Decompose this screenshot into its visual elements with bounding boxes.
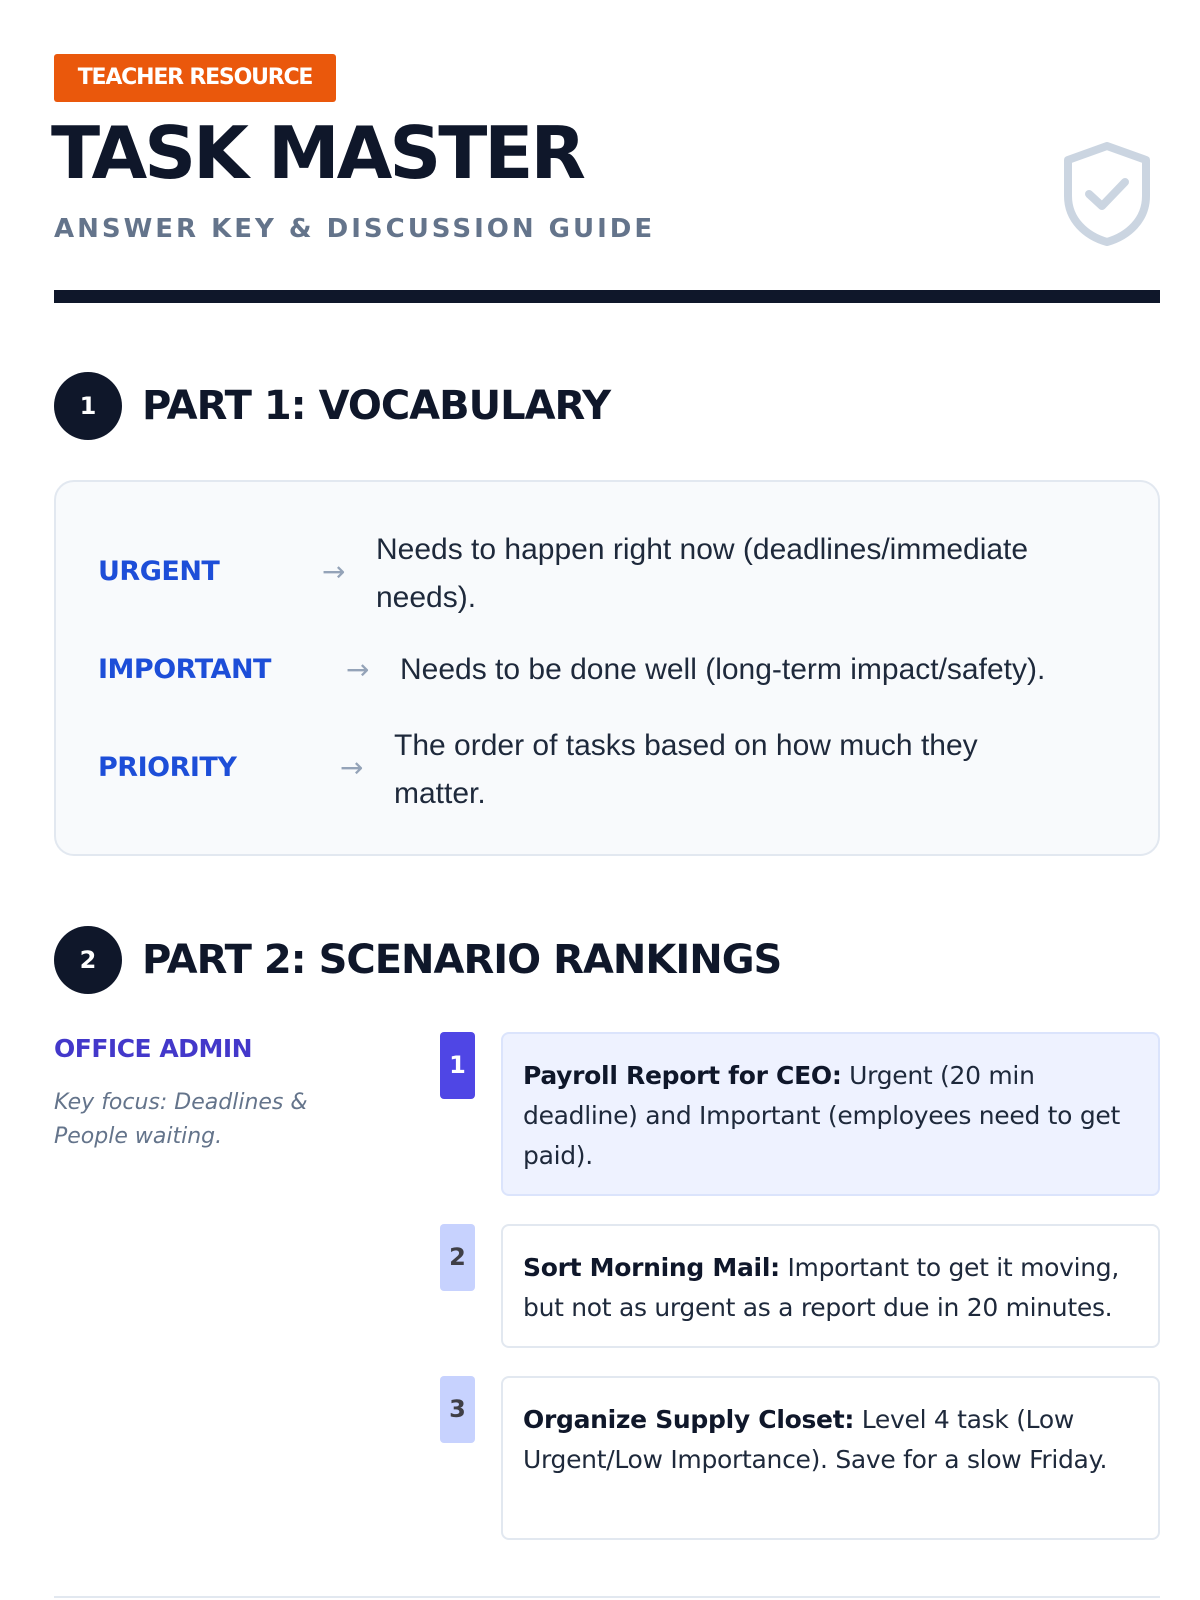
page-title: TASK MASTER	[51, 111, 583, 195]
task-card	[501, 1376, 1160, 1540]
task-explanation: Level 4 task (Low Urgent/Low Importance). Save for a slow Friday.	[523, 1405, 1108, 1474]
shield-check-icon	[1062, 142, 1152, 246]
vocab-term: PRIORITY	[98, 752, 237, 783]
part2-number: 2	[54, 926, 122, 994]
teacher-resource-badge: TEACHER RESOURCE	[54, 54, 336, 102]
task-explanation: Urgent (20 min deadline) and Important (employees need to get paid).	[523, 1061, 1120, 1170]
page-subtitle: ANSWER KEY & DISCUSSION GUIDE	[54, 214, 656, 244]
task-text	[523, 1056, 1140, 1176]
task-card	[501, 1224, 1160, 1348]
task-name: Payroll Report for CEO:	[523, 1061, 842, 1090]
role-label: OFFICE ADMIN	[54, 1034, 253, 1063]
part1-number: 1	[54, 372, 122, 440]
vocab-definition: The order of tasks based on how much they matter.	[394, 729, 978, 810]
task-name: Sort Morning Mail:	[523, 1253, 780, 1282]
rank-badge: 3	[440, 1376, 475, 1443]
task-card	[501, 1032, 1160, 1196]
vocab-term: URGENT	[98, 556, 220, 587]
vocab-definition: Needs to happen right now (deadlines/immediate needs).	[376, 533, 1029, 614]
task-explanation: Important to get it moving, but not as urgent as a report due in 20 minutes.	[523, 1253, 1120, 1322]
vocab-term: IMPORTANT	[98, 654, 271, 685]
task-text	[523, 1248, 1140, 1328]
rank-badge: 2	[440, 1224, 475, 1291]
answer-key-page	[51, 0, 1160, 1600]
part1-heading	[54, 372, 1160, 440]
arrow-right-icon: →	[322, 555, 346, 588]
vocab-row-important	[98, 646, 1118, 694]
rank-badge: 1	[440, 1032, 475, 1099]
header-divider	[54, 290, 1160, 303]
task-text	[523, 1400, 1140, 1480]
part2-title: PART 2: SCENARIO RANKINGS	[142, 937, 782, 983]
vocab-row-urgent	[98, 526, 1118, 622]
vocab-row-priority	[98, 722, 1118, 818]
vocabulary-box	[54, 480, 1160, 856]
role-focus-note: Key focus: Deadlines & People waiting.	[54, 1090, 308, 1149]
task-name: Organize Supply Closet:	[523, 1405, 855, 1434]
vocab-definition: Needs to be done well (long-term impact/safety).	[400, 653, 1046, 686]
part1-title: PART 1: VOCABULARY	[142, 383, 611, 429]
footer-divider	[54, 1596, 1160, 1598]
arrow-right-icon: →	[346, 653, 370, 686]
part2-heading	[54, 926, 1160, 994]
arrow-right-icon: →	[340, 751, 364, 784]
